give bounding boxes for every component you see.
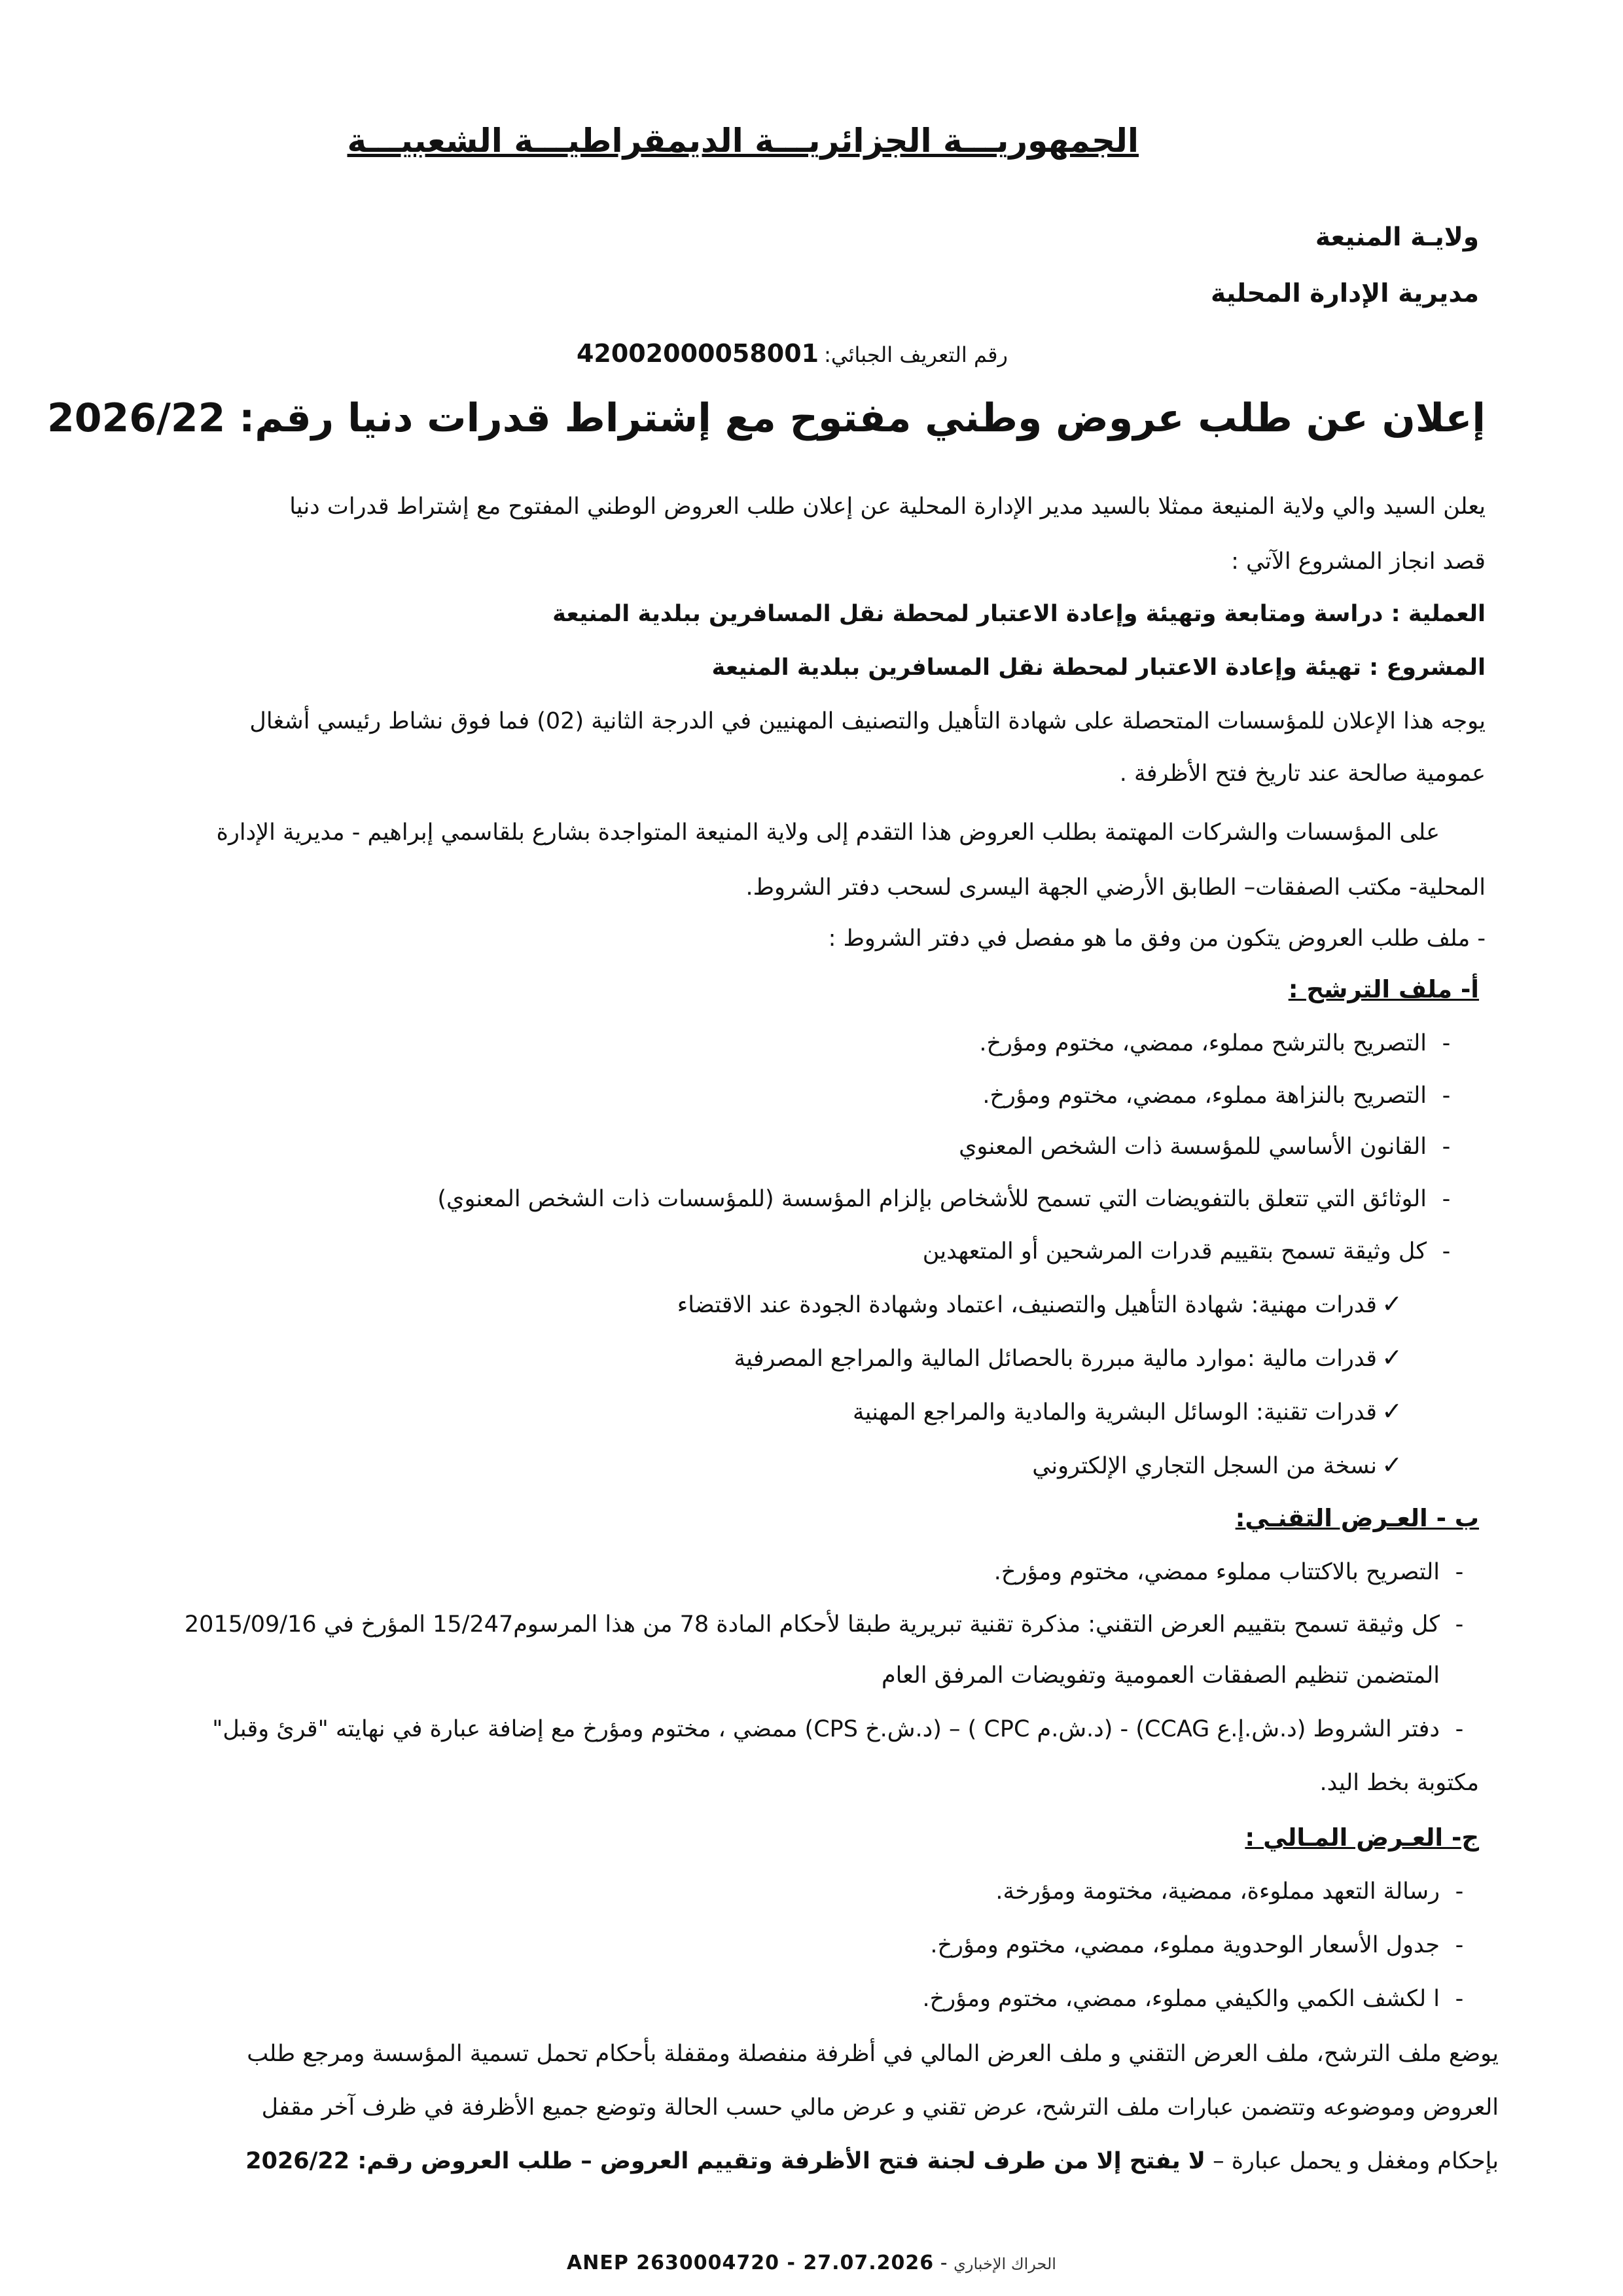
list-item: -القانون الأساسي للمؤسسة ذات الشخص المعنوي xyxy=(959,1134,1466,1160)
dash-bullet: - xyxy=(1455,1716,1464,1742)
tax-id-label: رقم التعريف الجبائي: xyxy=(824,342,1008,367)
dash-bullet: - xyxy=(1455,1559,1464,1585)
footer-source: الحراك الإخباري xyxy=(954,2255,1056,2273)
footer-separator: - xyxy=(940,2251,954,2274)
list-item: -التصريح بالاكتتاب مملوء ممضي، مختوم ومؤرخ. xyxy=(994,1559,1479,1585)
dash-bullet: - xyxy=(1442,1238,1451,1265)
closing-line-3 xyxy=(245,2147,1499,2177)
operation-line: العملية : دراسة ومتابعة وتهيئة وإعادة الاعتبار لمحطة نقل المسافرين ببلدية المنيعة xyxy=(552,601,1486,627)
dash-bullet: - xyxy=(1442,1186,1451,1212)
list-item-continuation: مكتوبة بخط اليد. xyxy=(1319,1770,1479,1796)
check-item: ✓نسخة من السجل التجاري الإلكتروني xyxy=(1032,1450,1407,1479)
checkmark-icon: ✓ xyxy=(1382,1343,1402,1372)
check-item: ✓قدرات تقنية: الوسائل البشرية والمادية والمراجع المهنية xyxy=(853,1397,1407,1426)
dash-bullet: - xyxy=(1442,1083,1451,1109)
list-item-continuation: المتضمن تنظيم الصفقات العمومية وتفويضات المرفق العام xyxy=(881,1662,1440,1689)
list-item: -التصريح بالترشح مملوء، ممضي، مختوم ومؤرخ. xyxy=(979,1030,1466,1056)
footer xyxy=(471,2251,1152,2274)
tax-id-line xyxy=(577,339,1008,368)
dash-bullet: - xyxy=(1455,1986,1464,2012)
section-c-title: ج- العـرض المـالي : xyxy=(1245,1823,1479,1852)
list-item: -دفتر الشروط (د.ش.إ.ع CCAG) - (د.ش.م CPC ) – (د.ش.خ CPS) ممضي ، مختوم ومؤرخ مع إضافة عبارة في نهايته "قرئ وقبل" xyxy=(212,1716,1479,1742)
closing-normal-text: بإحكام ومغفل و يحمل عبارة – xyxy=(1213,2148,1499,2174)
paragraph-line: يوجه هذا الإعلان للمؤسسات المتحصلة على شهادة التأهيل والتصنيف المهنيين في الدرجة الثانية (02) فما فوق نشاط رئيسي أشغال xyxy=(249,708,1486,734)
paragraph-line: المحلية- مكتب الصفقات– الطابق الأرضي الجهة اليسرى لسحب دفتر الشروط. xyxy=(745,874,1486,901)
announcement-title: إعلان عن طلب عروض وطني مفتوح مع إشتراط قدرات دنيا رقم: 2026/22 xyxy=(47,395,1486,441)
wilaya-name: ولايـة المنيعة xyxy=(1315,223,1479,252)
check-item: ✓قدرات مهنية: شهادة التأهيل والتصنيف، اعتماد وشهادة الجودة عند الاقتضاء xyxy=(677,1289,1407,1318)
check-item: ✓قدرات مالية :موارد مالية مبررة بالحصائل المالية والمراجع المصرفية xyxy=(734,1343,1407,1372)
checkmark-icon: ✓ xyxy=(1382,1450,1402,1479)
dash-bullet: - xyxy=(1442,1030,1451,1056)
list-item: -كل وثيقة تسمح بتقييم قدرات المرشحين أو المتعهدين xyxy=(923,1238,1466,1265)
section-a-title: أ- ملف الترشح : xyxy=(1288,975,1479,1003)
dash-bullet: - xyxy=(1455,1611,1464,1638)
list-item: -كل وثيقة تسمح بتقييم العرض التقني: مذكرة تقنية تبريرية طبقا لأحكام المادة 78 من هذا المرسوم15/247 المؤرخ في 2015/09/16 xyxy=(185,1611,1479,1638)
closing-line-2: العروض وموضوعه وتتضمن عبارات ملف الترشح، عرض تقني و عرض مالي حسب الحالة وتوضع جميع الأظرفة في ظرف آخر مقفل xyxy=(261,2094,1499,2121)
paragraph-line: على المؤسسات والشركات المهتمة بطلب العروض هذا التقدم إلى ولاية المنيعة المتواجدة بشارع بلقاسمي إبراهيم - مديرية الإدارة xyxy=(216,819,1440,846)
republic-heading: الجمهوريـــة الجزائريـــة الديمقراطيـــة الشعبيـــة xyxy=(347,122,1139,160)
checkmark-icon: ✓ xyxy=(1382,1397,1402,1426)
list-item: -جدول الأسعار الوحدوية مملوء، ممضي، مختوم ومؤرخ. xyxy=(930,1932,1479,1958)
checkmark-icon: ✓ xyxy=(1382,1289,1402,1318)
list-item: -ا لكشف الكمي والكيفي مملوء، ممضي، مختوم ومؤرخ. xyxy=(923,1986,1479,2012)
list-item: -الوثائق التي تتعلق بالتفويضات التي تسمح للأشخاص بإلزام المؤسسة (للمؤسسات ذات الشخص المعنوي) xyxy=(437,1186,1466,1212)
dash-bullet: - xyxy=(1442,1134,1451,1160)
dash-bullet: - xyxy=(1455,1878,1464,1905)
anep-code: ANEP 2630004720 - 27.07.2026 xyxy=(567,2251,935,2274)
closing-line-1: يوضع ملف الترشح، ملف العرض التقني و ملف العرض المالي في أظرفة منفصلة ومقفلة بأحكام تحمل تسمية المؤسسة ومرجع طلب xyxy=(247,2041,1499,2067)
closing-bold-text: لا يفتح إلا من طرف لجنة فتح الأظرفة وتقييم العروض – طلب العروض رقم: 2026/22 xyxy=(245,2148,1205,2174)
paragraph-line: - ملف طلب العروض يتكون من وفق ما هو مفصل في دفتر الشروط : xyxy=(828,925,1486,952)
paragraph-line: عمومية صالحة عند تاريخ فتح الأظرفة . xyxy=(1119,761,1486,787)
dash-bullet: - xyxy=(1455,1932,1464,1958)
section-b-title: ب - العـرض التقنـي: xyxy=(1235,1504,1479,1532)
tax-id-value: 42002000058001 xyxy=(576,339,819,368)
intro-line-2: قصد انجاز المشروع الآتي : xyxy=(1231,548,1486,575)
directorate-name: مديرية الإدارة المحلية xyxy=(1210,279,1479,308)
intro-line-1: يعلن السيد والي ولاية المنيعة ممثلا بالسيد مدير الإدارة المحلية عن إعلان طلب العروض الوطني المفتوح مع إشتراط قدرات دنيا xyxy=(289,493,1486,520)
list-item: -رسالة التعهد مملوءة، ممضية، مختومة ومؤرخة. xyxy=(995,1878,1479,1905)
list-item: -التصريح بالنزاهة مملوء، ممضي، مختوم ومؤرخ. xyxy=(982,1083,1466,1109)
project-line: المشروع : تهيئة وإعادة الاعتبار لمحطة نقل المسافرين ببلدية المنيعة xyxy=(711,655,1486,681)
